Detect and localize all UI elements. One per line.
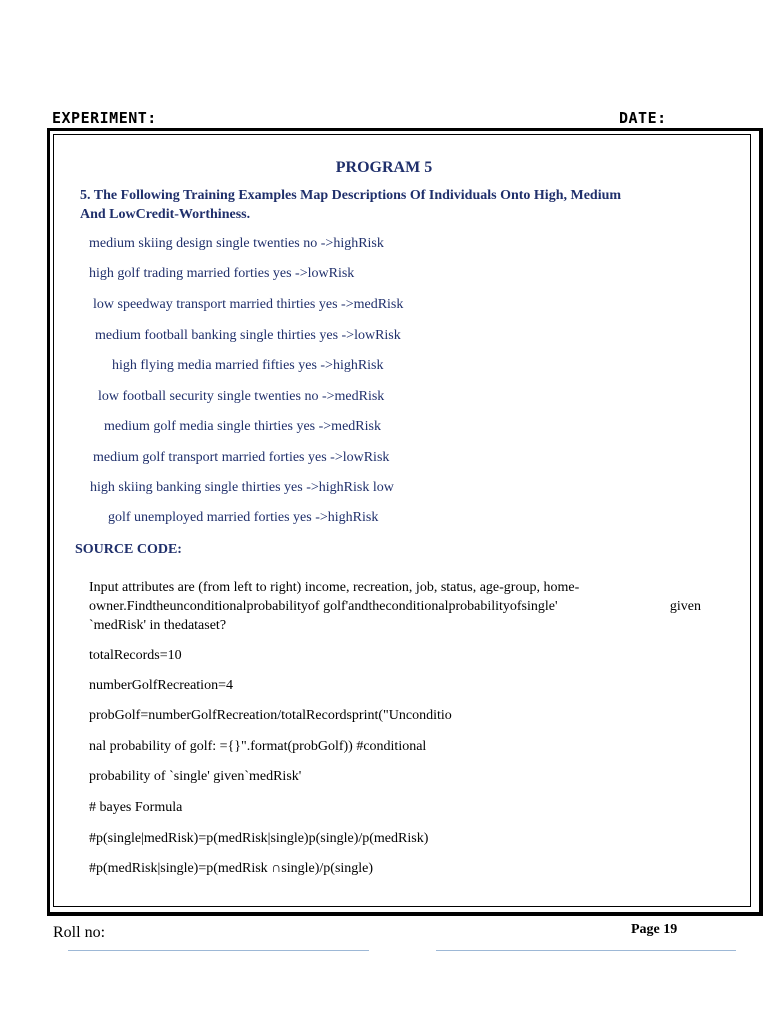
- source-description: [89, 578, 701, 635]
- code-line: #p(medRisk|single)=p(medRisk ∩single)/p(single): [89, 861, 374, 876]
- example-line: high golf trading married forties yes ->lowRisk: [89, 266, 355, 281]
- roll-number-label: Roll no:: [53, 924, 106, 941]
- code-line: numberGolfRecreation=4: [89, 678, 233, 693]
- code-line: #p(single|medRisk)=p(medRisk|single)p(single)/p(medRisk): [89, 831, 429, 846]
- program-title: PROGRAM 5: [335, 159, 433, 176]
- code-line: nal probability of golf: ={}".format(probGolf)) #conditional: [89, 739, 427, 754]
- description-line-2: [89, 597, 701, 616]
- date-label: DATE:: [619, 109, 667, 127]
- example-line: low football security single twenties no ->medRisk: [98, 389, 385, 404]
- page-number: Page 19: [631, 922, 678, 937]
- example-line: golf unemployed married forties yes ->highRisk: [108, 510, 379, 525]
- example-line: medium golf transport married forties yes ->lowRisk: [93, 450, 390, 465]
- example-line: high flying media married fifties yes ->highRisk: [112, 358, 384, 373]
- source-code-heading: SOURCE CODE:: [75, 542, 182, 557]
- example-line: medium skiing design single twenties no ->highRisk: [89, 236, 384, 251]
- code-line: probability of `single' given`medRisk': [89, 769, 302, 784]
- footer-rule-left: [68, 950, 369, 951]
- description-line-1: Input attributes are (from left to right) income, recreation, job, status, age-group, home-: [89, 580, 580, 595]
- code-line: probGolf=numberGolfRecreation/totalRecordsprint("Unconditio: [89, 708, 452, 723]
- experiment-label: EXPERIMENT:: [52, 109, 157, 127]
- intro-line-2: And LowCredit-Worthiness.: [80, 207, 251, 222]
- example-line: medium football banking single thirties yes ->lowRisk: [95, 328, 401, 343]
- description-line-2-text: owner.Findtheunconditionalprobabilityof golf'andtheconditionalprobabilityofsingle': [89, 599, 558, 614]
- code-line: # bayes Formula: [89, 800, 183, 815]
- footer-rule-right: [436, 950, 736, 951]
- example-line: high skiing banking single thirties yes ->highRisk low: [90, 480, 394, 495]
- code-line: totalRecords=10: [89, 648, 182, 663]
- example-line: medium golf media single thirties yes ->medRisk: [104, 419, 381, 434]
- program-intro: [80, 186, 680, 224]
- description-line-2-given: given: [669, 599, 701, 614]
- intro-line-1: 5. The Following Training Examples Map Descriptions Of Individuals Onto High, Medium: [80, 188, 622, 203]
- example-line: low speedway transport married thirties yes ->medRisk: [93, 297, 404, 312]
- description-line-3: `medRisk' in thedataset?: [89, 618, 227, 633]
